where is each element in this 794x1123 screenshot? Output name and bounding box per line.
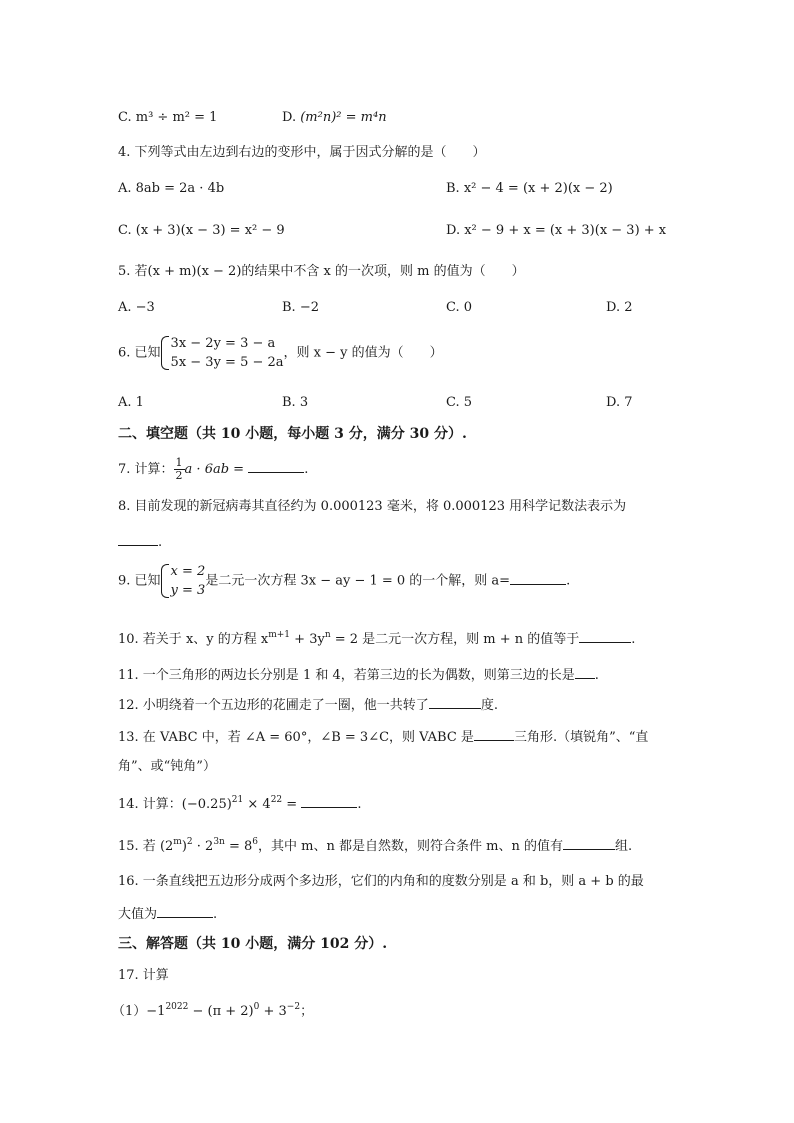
- q6-equation-2: 5x − 3y = 5 − 2a: [170, 355, 284, 370]
- q7-answer-blank[interactable]: [248, 458, 304, 473]
- q13-line-2: 角”、或“钝角”）: [118, 759, 216, 774]
- q10-text: 10. 若关于 x、y 的方程 x: [118, 632, 269, 647]
- q15-answer-blank[interactable]: [563, 835, 615, 850]
- q15-sup-2: 2: [186, 837, 193, 847]
- q4-stem: 4. 下列等式由左边到右边的变形中，属于因式分解的是（ ）: [118, 145, 486, 160]
- q17-part-1-sup-2: 0: [253, 1002, 260, 1012]
- q6-option-a: A. 1: [118, 395, 144, 410]
- q10-sup-2: n: [324, 630, 331, 640]
- q5-option-b: B. −2: [282, 300, 319, 315]
- q9-end: .: [566, 573, 571, 589]
- q17-title: 17. 计算: [118, 968, 169, 983]
- q4-option-a: A. 8ab = 2a · 4b: [118, 181, 225, 196]
- q14-mid: × 4: [243, 797, 271, 812]
- q3-option-d: [282, 108, 387, 128]
- q7: [118, 455, 308, 485]
- q6-equation-system: [161, 334, 284, 372]
- q11-end: .: [594, 668, 599, 683]
- q17-part-1-mid: − (π + 2): [188, 1004, 254, 1019]
- q7-prefix: 7. 计算：: [118, 462, 174, 477]
- q4-option-d: D. x² − 9 + x = (x + 3)(x − 3) + x: [446, 223, 667, 238]
- q14: [118, 793, 361, 815]
- q11: [118, 664, 599, 686]
- q15-mid-3: = 8: [224, 839, 253, 854]
- q6-suffix: ，则 x − y 的值为（ ）: [283, 345, 443, 361]
- q14-answer-blank[interactable]: [301, 793, 357, 808]
- q11-answer-blank[interactable]: [575, 664, 595, 679]
- q6-option-d: D. 7: [606, 395, 633, 410]
- q12-answer-blank[interactable]: [429, 694, 481, 709]
- q10-end: .: [631, 632, 636, 647]
- q7-fraction-numerator: 1: [175, 456, 183, 469]
- q8-line-1: 8. 目前发现的新冠病毒其直径约为 0.000123 毫米，将 0.000123 用科学记数法表示为: [118, 499, 627, 514]
- q7-fraction-denominator: 2: [175, 469, 183, 482]
- q15-sup-1: m: [173, 837, 182, 847]
- q15-end: 组.: [614, 839, 633, 854]
- q7-expression: a · 6ab =: [184, 462, 245, 477]
- q15-mid-2: · 2: [192, 839, 214, 854]
- section-2-heading: 二、填空题（共 10 小题，每小题 3 分，满分 30 分）.: [118, 426, 467, 442]
- q11-text: 11. 一个三角形的两边长分别是 1 和 4，若第三边的长为偶数，则第三边的长是: [118, 668, 575, 683]
- q17-part-1-mid-2: + 3: [259, 1004, 287, 1019]
- q16-answer-blank[interactable]: [157, 903, 213, 918]
- q16-text: 大值为: [118, 907, 158, 922]
- q9-equation-2: y = 3: [170, 583, 206, 598]
- q15-sup-4: 6: [252, 837, 259, 847]
- q14-sup-1: 21: [231, 795, 244, 805]
- q14-eq: =: [282, 797, 298, 812]
- q8-end: .: [158, 535, 163, 550]
- q9-prefix: 9. 已知: [118, 573, 161, 589]
- q9-equation-1: x = 2: [170, 564, 206, 579]
- q10-rest: = 2 是二元一次方程，则 m + n 的值等于: [330, 632, 580, 647]
- q8-answer-blank[interactable]: [118, 531, 158, 546]
- q5-option-d: D. 2: [606, 300, 633, 315]
- q12: [118, 694, 498, 716]
- q15: [118, 835, 632, 857]
- q6-stem: [118, 334, 443, 372]
- q17-part-1: [112, 1002, 313, 1022]
- q10-answer-blank[interactable]: [579, 628, 631, 643]
- q5-option-a: A. −3: [118, 300, 155, 315]
- q13-text: 13. 在 VABC 中，若 ∠A = 60°，∠B = 3∠C，则 VABC 是: [118, 730, 474, 745]
- q15-rest: ，其中 m、n 都是自然数，则符合条件 m、n 的值有: [258, 839, 563, 854]
- q10-mid: + 3y: [290, 632, 325, 647]
- q8-line-2: [118, 531, 162, 553]
- q14-prefix: 14. 计算：(−0.25): [118, 797, 232, 812]
- q9-equation-system: [161, 562, 206, 600]
- q17-part-1-sup-1: 2022: [165, 1002, 189, 1012]
- q16-line-1: 16. 一条直线把五边形分成两个多边形，它们的内角和的度数分别是 a 和 b，则 a + b 的最: [118, 874, 644, 889]
- q13-text-end: 三角形.（填锐角”、“直: [513, 730, 649, 745]
- q4-option-c: C. (x + 3)(x − 3) = x² − 9: [118, 223, 285, 238]
- q3-option-d-expr: (m²n)² = m⁴n: [300, 110, 387, 125]
- q17-part-1-sup-3: −2: [286, 1002, 301, 1012]
- q6-option-c: C. 5: [446, 395, 473, 410]
- q5-stem: 5. 若(x + m)(x − 2)的结果中不含 x 的一次项，则 m 的值为（ ）: [118, 264, 525, 279]
- q3-option-d-label: D.: [282, 110, 301, 125]
- q4-option-b: B. x² − 4 = (x + 2)(x − 2): [446, 181, 613, 196]
- q14-end: .: [357, 797, 362, 812]
- q15-sup-3: 3n: [213, 837, 225, 847]
- q13-answer-blank[interactable]: [474, 726, 514, 741]
- q12-text: 12. 小明绕着一个五边形的花圃走了一圈，他一共转了: [118, 698, 429, 713]
- q3-option-c: C. m³ ÷ m² = 1: [118, 110, 218, 125]
- q9-answer-blank[interactable]: [510, 570, 566, 585]
- q6-option-b: B. 3: [282, 395, 309, 410]
- q10-sup-1: m+1: [268, 630, 291, 640]
- q6-prefix: 6. 已知: [118, 345, 161, 361]
- q17-part-1-prefix: （1）−1: [112, 1004, 166, 1019]
- q16-end: .: [213, 907, 218, 922]
- q16-line-2: [118, 903, 217, 925]
- q9-mid: 是二元一次方程 3x − ay − 1 = 0 的一个解，则 a=: [205, 573, 511, 589]
- q14-sup-2: 22: [270, 795, 283, 805]
- q12-end: 度.: [480, 698, 498, 713]
- q10: [118, 628, 635, 650]
- section-3-heading: 三、解答题（共 10 小题，满分 102 分）.: [118, 936, 388, 952]
- q15-prefix: 15. 若 (2: [118, 839, 174, 854]
- q6-equation-1: 3x − 2y = 3 − a: [170, 336, 276, 351]
- q9: [118, 562, 570, 600]
- q13-line-1: [118, 726, 648, 748]
- q15-mid-1: ): [181, 839, 187, 854]
- q7-fraction: [174, 457, 185, 482]
- q7-end: .: [304, 462, 309, 477]
- q5-option-c: C. 0: [446, 300, 473, 315]
- q17-part-1-end: ；: [300, 1004, 314, 1019]
